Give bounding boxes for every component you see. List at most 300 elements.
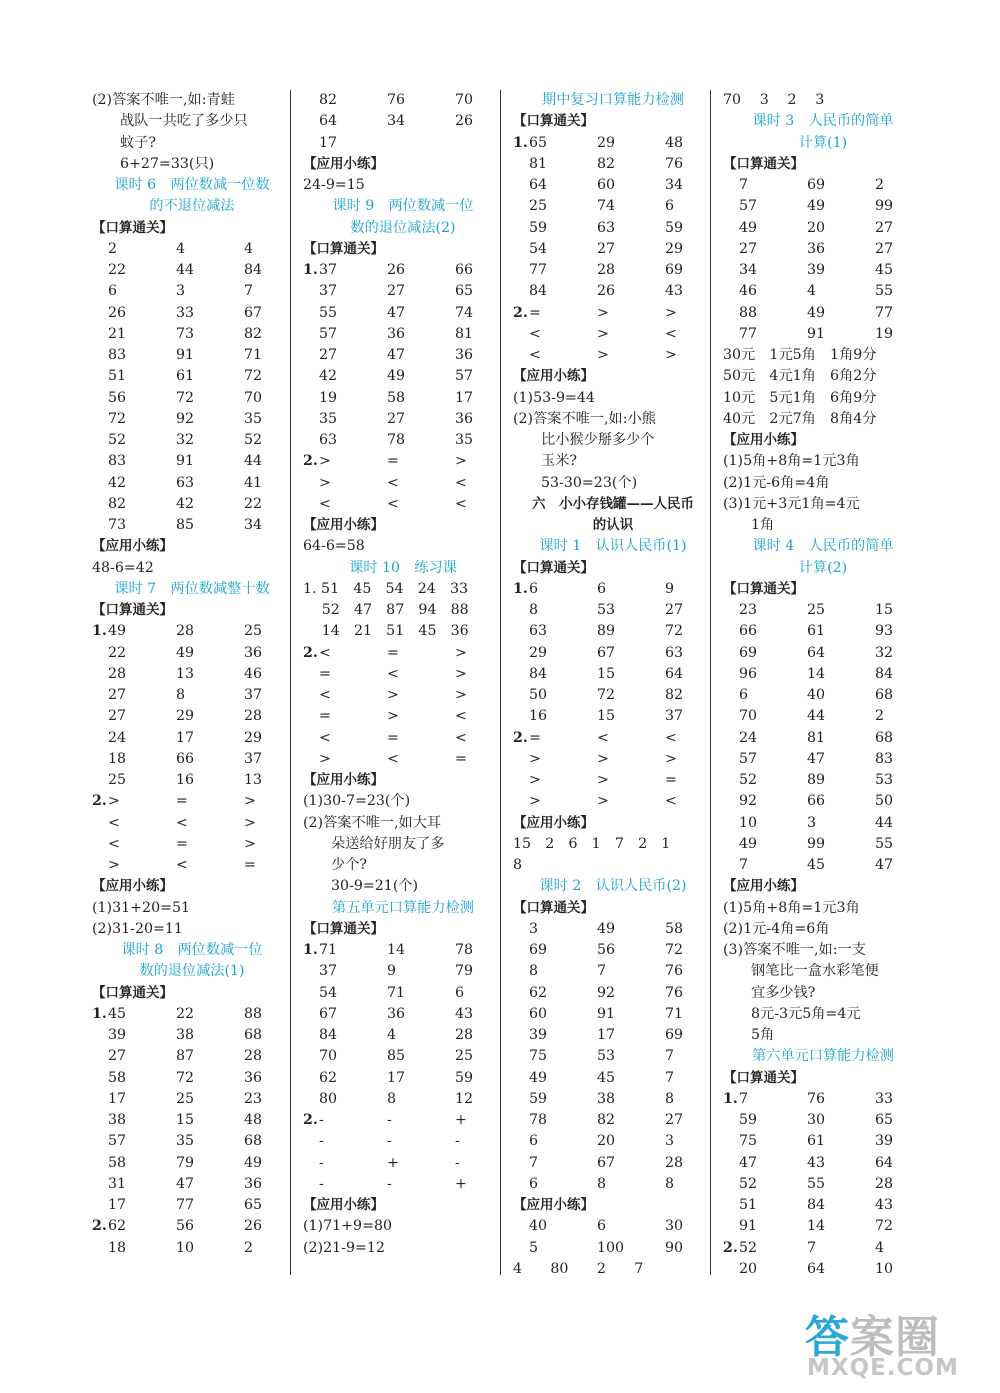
answer-cell: 22 (244, 495, 263, 512)
answer-row (303, 451, 503, 472)
answer-cell: 64 (319, 113, 338, 130)
answer-cell: 84 (529, 283, 548, 300)
answer-cell: 77 (875, 304, 894, 321)
answer-cell: 39 (875, 1133, 894, 1150)
answer-cell: 66 (807, 793, 826, 810)
answer-row (92, 409, 292, 430)
answer-row (92, 260, 292, 281)
column-1 (92, 90, 292, 1259)
answer-cell: = (529, 304, 541, 321)
answer-row (513, 1238, 713, 1259)
lesson-heading: 课时 10 练习课 (349, 559, 457, 576)
answer-cell: 91 (807, 325, 826, 342)
section-label: 【应用小练】 (303, 1197, 384, 1213)
answer-cell: 59 (455, 1069, 474, 1086)
answer-cell: = (319, 665, 331, 682)
answer-cell: 7 (807, 1239, 817, 1256)
question-number: 2. (303, 1112, 318, 1128)
lesson-heading: 数的退位减法(2) (350, 219, 456, 236)
answer-row (513, 175, 713, 196)
answer-cell: > (387, 687, 399, 703)
answer-cell: 90 (665, 1239, 684, 1256)
answer-row (513, 260, 713, 281)
answer-text: 48-6=42 (92, 559, 154, 576)
section-label: 【口算通关】 (303, 240, 384, 257)
answer-cell: 52 (739, 1239, 758, 1256)
answer-cell: = (244, 857, 256, 873)
unit-heading: 六 小小存钱罐——人民币 (532, 495, 694, 512)
answer-cell: 64 (807, 644, 826, 661)
answer-row (92, 281, 292, 302)
answer-cell: 47 (387, 347, 406, 363)
answer-text: (2)21-9=12 (303, 1239, 385, 1256)
answer-cell: 7 (244, 283, 254, 300)
answer-row (303, 1110, 503, 1131)
answer-cell: = (665, 772, 677, 788)
answer-cell: 29 (597, 134, 616, 151)
answer-cell: 74 (597, 198, 616, 215)
answer-row (92, 1195, 292, 1216)
section-label: 【口算通关】 (723, 1069, 804, 1086)
answer-cell: 36 (807, 240, 826, 257)
section-label: 【口算通关】 (723, 155, 804, 172)
section-label: 【口算通关】 (303, 920, 384, 937)
answer-cell: 58 (108, 1069, 127, 1086)
answer-cell: 15 (597, 665, 616, 682)
answer-text: 8 (513, 857, 523, 873)
answer-cell: < (455, 495, 467, 512)
answer-cell: 7 (739, 1090, 749, 1107)
answer-cell: 69 (665, 1027, 684, 1043)
lesson-heading: 第五单元口算能力检测 (332, 899, 474, 916)
answer-cell: 49 (807, 198, 826, 215)
answer-row (92, 494, 292, 515)
answer-row (92, 324, 292, 345)
answer-cell: 39 (807, 262, 826, 278)
answer-row (92, 239, 292, 260)
answer-row (92, 303, 292, 324)
answer-row (723, 303, 923, 324)
answer-cell: > (665, 750, 677, 767)
lesson-heading: 数的退位减法(1) (139, 963, 245, 980)
answer-cell: 28 (176, 623, 195, 640)
answer-text: 14 21 51 45 36 (303, 623, 469, 640)
answer-row (92, 1046, 292, 1067)
answer-cell: 28 (597, 262, 616, 278)
answer-row (303, 749, 503, 770)
lesson-heading: 计算(2) (798, 559, 848, 576)
answer-cell: = (529, 729, 541, 746)
answer-cell: 88 (739, 304, 758, 321)
answer-cell: < (387, 665, 399, 682)
answer-cell: 67 (597, 644, 616, 661)
answer-cell: 82 (665, 687, 684, 703)
answer-row (92, 1174, 292, 1195)
lesson-heading: 课时 4 人民币的简单 (752, 538, 894, 555)
answer-cell: 84 (244, 262, 263, 278)
answer-cell: 78 (455, 942, 474, 958)
answer-row (513, 154, 713, 175)
answer-cell: < (319, 644, 331, 661)
lesson-heading: 课时 9 两位数减一位 (332, 198, 474, 215)
answer-cell: 83 (108, 347, 127, 363)
answer-row (513, 919, 713, 940)
answer-cell: 20 (807, 219, 826, 236)
answer-cell: 35 (176, 1133, 195, 1150)
answer-cell: 10 (875, 1260, 894, 1277)
answer-cell: - (319, 1175, 324, 1192)
answer-cell: = (387, 729, 399, 746)
answer-cell: 24 (108, 729, 127, 746)
answer-row (92, 770, 292, 791)
answer-cell: 32 (176, 432, 195, 448)
answer-cell: 82 (244, 325, 263, 342)
column-divider (710, 90, 711, 1275)
section-label: 【口算通关】 (92, 219, 173, 236)
answer-row (303, 961, 503, 982)
answer-cell: 66 (176, 750, 195, 767)
answer-row (92, 706, 292, 727)
answer-cell: > (108, 857, 120, 873)
answer-text: 宜多少钱? (751, 984, 816, 1001)
answer-cell: 49 (244, 1154, 263, 1171)
answer-row (723, 706, 923, 727)
answer-cell: 6 (108, 283, 118, 300)
answer-cell: 36 (387, 325, 406, 342)
answer-text: (2)31-20=11 (92, 920, 183, 937)
section-label: 【应用小练】 (723, 878, 804, 895)
answer-cell: 28 (244, 708, 263, 725)
answer-cell: 6 (665, 198, 675, 215)
answer-cell: 3 (176, 283, 186, 300)
answer-cell: 15 (875, 602, 894, 618)
answer-row (303, 111, 503, 132)
answer-cell: 27 (875, 219, 894, 236)
answer-row (723, 664, 923, 685)
answer-row (723, 1089, 923, 1110)
answer-row (723, 813, 923, 834)
answer-cell: 3 (529, 920, 539, 937)
answer-text: 1角 (751, 517, 775, 533)
answer-cell: 76 (807, 1090, 826, 1107)
answer-cell: > (597, 304, 609, 321)
answer-cell: 29 (529, 644, 548, 661)
answer-cell: 63 (529, 623, 548, 640)
answer-cell: 49 (597, 920, 616, 937)
answer-cell: 65 (244, 1197, 263, 1213)
answer-cell: 70 (244, 389, 263, 406)
answer-cell: 78 (387, 432, 406, 448)
answer-cell: 18 (108, 750, 127, 767)
answer-cell: 99 (807, 835, 826, 852)
answer-cell: 52 (739, 1175, 758, 1192)
answer-cell: 7 (739, 857, 749, 873)
answer-cell: 27 (108, 708, 127, 725)
answer-cell: 61 (807, 1133, 826, 1150)
answer-row (92, 1068, 292, 1089)
answer-cell: 77 (176, 1197, 195, 1213)
answer-cell: < (665, 325, 677, 342)
answer-row (723, 196, 923, 217)
answer-cell: 69 (529, 942, 548, 958)
answer-row (513, 579, 713, 600)
answer-cell: 53 (597, 1048, 616, 1065)
answer-text: 15 2 6 1 7 2 1 (513, 835, 671, 852)
answer-cell: 8 (176, 687, 186, 703)
answer-cell: < (455, 729, 467, 746)
answer-cell: 57 (455, 368, 474, 385)
answer-cell: 34 (665, 177, 684, 193)
answer-cell: 65 (455, 283, 474, 300)
answer-row (303, 728, 503, 749)
answer-row (303, 1089, 503, 1110)
lesson-heading: 课时 7 两位数减整十数 (114, 580, 270, 597)
answer-cell: 77 (739, 325, 758, 342)
answer-cell: 66 (739, 623, 758, 640)
answer-row (92, 791, 292, 812)
answer-cell: 70 (319, 1048, 338, 1065)
answer-row (303, 430, 503, 451)
answer-cell: > (597, 772, 609, 788)
answer-cell: > (597, 325, 609, 342)
answer-cell: 20 (739, 1260, 758, 1277)
answer-cell: 46 (244, 665, 263, 682)
lesson-heading: 的不退位减法 (149, 198, 235, 215)
answer-cell: 8 (387, 1090, 397, 1107)
answer-cell: 66 (455, 262, 474, 278)
answer-text: (3)答案不唯一,如:一支 (723, 942, 866, 958)
answer-row (723, 1216, 923, 1237)
answer-cell: 50 (529, 687, 548, 703)
section-label: 【口算通关】 (723, 580, 804, 597)
answer-cell: 14 (387, 942, 406, 958)
answer-row (303, 983, 503, 1004)
answer-cell: > (529, 772, 541, 788)
answer-cell: 17 (319, 134, 338, 151)
column-divider (500, 90, 501, 1275)
column-divider (290, 90, 291, 1275)
answer-cell: 28 (455, 1027, 474, 1043)
answer-row (92, 1110, 292, 1131)
answer-cell: 35 (244, 410, 263, 427)
answer-cell: 22 (176, 1005, 195, 1022)
answer-cell: > (319, 453, 331, 470)
answer-text: 少个? (331, 857, 367, 873)
answer-row (92, 515, 292, 536)
answer-cell: 45 (597, 1069, 616, 1086)
answer-cell: > (665, 347, 677, 363)
answer-cell: 43 (807, 1154, 826, 1171)
answer-row (723, 621, 923, 642)
answer-text: 玉米? (541, 453, 577, 470)
answer-cell: 14 (807, 665, 826, 682)
answer-cell: 50 (875, 793, 894, 810)
answer-cell: = (455, 750, 467, 767)
answer-cell: 44 (244, 453, 263, 470)
answer-row (513, 1216, 713, 1237)
answer-cell: > (529, 750, 541, 767)
answer-cell: 62 (529, 984, 548, 1001)
answer-cell: 75 (739, 1133, 758, 1150)
answer-cell: 17 (108, 1197, 127, 1213)
answer-cell: 6 (597, 580, 607, 597)
answer-cell: > (244, 835, 256, 852)
answer-cell: 21 (108, 325, 127, 342)
answer-row (303, 1174, 503, 1195)
answer-cell: 92 (176, 410, 195, 427)
answer-cell: 33 (176, 304, 195, 321)
answer-cell: 71 (387, 984, 406, 1001)
answer-row (92, 1131, 292, 1152)
answer-cell: 15 (597, 708, 616, 725)
answer-cell: 25 (108, 772, 127, 788)
answer-cell: 19 (875, 325, 894, 342)
answer-cell: - (387, 1133, 392, 1150)
answer-cell: 25 (244, 623, 263, 640)
answer-cell: 38 (597, 1090, 616, 1107)
answer-text: 5角 (751, 1027, 775, 1043)
answer-cell: < (387, 495, 399, 512)
answer-cell: 57 (108, 1133, 127, 1150)
answer-row (303, 133, 503, 154)
answer-row (723, 1259, 923, 1280)
lesson-heading: 计算(1) (798, 134, 848, 151)
answer-cell: 18 (108, 1239, 127, 1256)
answer-cell: 15 (176, 1112, 195, 1128)
answer-cell: 43 (875, 1197, 894, 1213)
answer-row (92, 345, 292, 366)
answer-cell: 49 (387, 368, 406, 385)
answer-cell: 56 (108, 389, 127, 406)
answer-cell: + (387, 1154, 399, 1171)
answer-cell: 4 (244, 240, 254, 257)
answer-cell: 2 (875, 708, 885, 725)
lesson-heading: 第六单元口算能力检测 (752, 1048, 894, 1065)
answer-row (723, 834, 923, 855)
answer-row (303, 1153, 503, 1174)
answer-row (92, 451, 292, 472)
answer-cell: 91 (739, 1218, 758, 1235)
answer-cell: 58 (665, 920, 684, 937)
answer-text: (2)1元-6角=4角 (723, 474, 830, 491)
answer-cell: 55 (319, 304, 338, 321)
answer-cell: 40 (529, 1218, 548, 1235)
answer-cell: < (108, 835, 120, 852)
answer-cell: 76 (665, 963, 684, 980)
answer-text: 64-6=58 (303, 538, 365, 555)
answer-cell: < (176, 857, 188, 873)
answer-cell: 55 (875, 283, 894, 300)
answer-cell: < (665, 729, 677, 746)
answer-row (513, 281, 713, 302)
column-3 (513, 90, 713, 1280)
question-number: 2. (513, 304, 528, 321)
answer-cell: 20 (597, 1133, 616, 1150)
answer-row (513, 749, 713, 770)
answer-row (303, 1131, 503, 1152)
answer-cell: > (455, 665, 467, 682)
answer-row (513, 218, 713, 239)
answer-cell: 23 (739, 602, 758, 618)
answer-cell: > (108, 793, 120, 810)
question-number: 2. (513, 729, 528, 746)
answer-cell: 55 (875, 835, 894, 852)
answer-cell: 61 (807, 623, 826, 640)
answer-cell: 49 (807, 304, 826, 321)
answer-cell: 70 (455, 92, 474, 108)
answer-cell: 89 (807, 772, 826, 788)
answer-cell: 7 (529, 1154, 539, 1171)
answer-row (303, 409, 503, 430)
answer-cell: 17 (455, 389, 474, 406)
answer-row (92, 834, 292, 855)
question-number: 1. (723, 1090, 738, 1107)
answer-cell: 2 (108, 240, 118, 257)
answer-cell: 27 (665, 1112, 684, 1128)
answer-cell: < (319, 495, 331, 512)
answer-cell: 8 (665, 1090, 675, 1107)
answer-cell: 72 (108, 410, 127, 427)
answer-cell: 31 (108, 1175, 127, 1192)
answer-cell: 28 (875, 1175, 894, 1192)
answer-cell: 27 (875, 240, 894, 257)
answer-row (92, 855, 292, 876)
answer-cell: 57 (739, 198, 758, 215)
answer-cell: + (455, 1175, 467, 1192)
answer-cell: 38 (108, 1112, 127, 1128)
column-4 (723, 90, 923, 1280)
answer-cell: 37 (244, 750, 263, 767)
answer-cell: 6 (529, 1175, 539, 1192)
answer-cell: 34 (387, 113, 406, 130)
answer-cell: < (319, 729, 331, 746)
question-number: 2. (303, 453, 318, 470)
answer-row (303, 388, 503, 409)
answer-cell: 60 (529, 1005, 548, 1022)
question-number: 2. (92, 793, 107, 810)
answer-cell: 49 (739, 219, 758, 236)
answer-cell: < (387, 750, 399, 767)
answer-cell: 29 (665, 240, 684, 257)
answer-row (92, 1089, 292, 1110)
answer-cell: = (387, 644, 399, 661)
answer-cell: 6 (529, 580, 539, 597)
answer-cell: 79 (176, 1154, 195, 1171)
answer-cell: 62 (319, 1069, 338, 1086)
answer-cell: 9 (387, 963, 397, 980)
question-number: 1. (513, 134, 528, 151)
answer-row (92, 728, 292, 749)
answer-cell: 44 (875, 814, 894, 831)
answer-cell: 28 (244, 1048, 263, 1065)
answer-cell: 88 (244, 1005, 263, 1022)
answer-cell: 78 (529, 1112, 548, 1128)
answer-row (92, 366, 292, 387)
answer-cell: = (387, 453, 399, 470)
answer-cell: 55 (807, 1175, 826, 1192)
answer-row (723, 1174, 923, 1195)
answer-cell: > (387, 708, 399, 725)
answer-row (513, 345, 713, 366)
answer-cell: 26 (387, 262, 406, 278)
answer-cell: 6 (455, 984, 465, 1001)
answer-row (723, 239, 923, 260)
lesson-heading: 课时 2 认识人民币(2) (539, 878, 687, 895)
answer-row (723, 770, 923, 791)
answer-cell: 51 (739, 1197, 758, 1213)
answer-cell: 69 (665, 262, 684, 278)
answer-cell: 37 (244, 687, 263, 703)
